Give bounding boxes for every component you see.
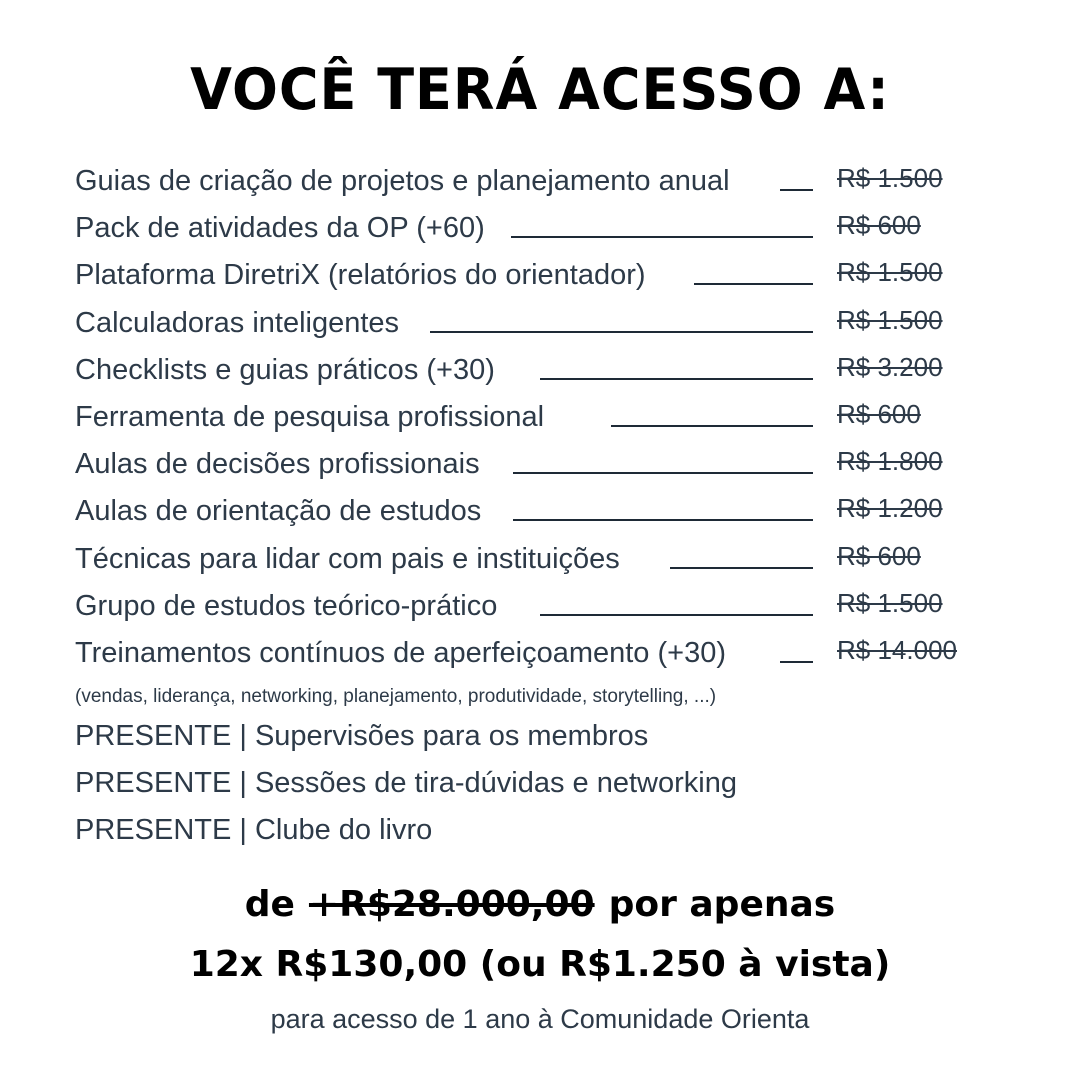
item-price: R$ 1.500 <box>837 257 943 288</box>
leader-line <box>430 331 813 333</box>
leader-line <box>513 472 813 474</box>
leader-line <box>511 236 813 238</box>
item-label: Técnicas para lidar com pais e instituições <box>75 542 620 575</box>
bonus-item: PRESENTE | Clube do livro <box>75 814 433 846</box>
leader-line <box>540 614 813 616</box>
leader-line <box>694 283 813 285</box>
training-note: (vendas, liderança, networking, planejamento, produtividade, storytelling, ...) <box>75 686 717 707</box>
old-price: +R$28.000,00 <box>308 884 595 925</box>
offer-suffix: por apenas <box>608 884 836 925</box>
list-item <box>75 635 1035 682</box>
item-price: R$ 600 <box>837 540 921 571</box>
item-price: R$ 1.500 <box>837 163 943 193</box>
item-price: R$ 600 <box>837 210 921 241</box>
list-item <box>75 446 1035 493</box>
bonus-item: PRESENTE | Sessões de tira-dúvidas e networking <box>75 767 737 799</box>
item-label: Checklists e guias práticos (+30) <box>75 353 495 386</box>
leader-line <box>540 378 813 380</box>
list-item <box>75 257 1035 304</box>
list-item <box>75 493 1035 540</box>
offer-line <box>0 884 1080 925</box>
leader-line <box>513 519 813 521</box>
item-label: Calculadoras inteligentes <box>75 306 400 339</box>
item-label: Pack de atividades da OP (+60) <box>75 212 485 245</box>
list-item <box>75 352 1035 399</box>
item-label: Ferramenta de pesquisa profissional <box>75 400 545 433</box>
access-note: para acesso de 1 ano à Comunidade Orienta <box>270 1004 810 1034</box>
item-label: Aulas de decisões profissionais <box>75 448 480 481</box>
leader-line <box>611 425 813 427</box>
item-price: R$ 1.200 <box>837 493 943 524</box>
leader-line <box>780 661 813 663</box>
item-label: Guias de criação de projetos e planejamento anual <box>75 165 730 197</box>
list-item <box>75 541 1035 588</box>
item-label: Treinamentos contínuos de aperfeiçoamento (+30) <box>75 636 726 669</box>
item-price: R$ 1.500 <box>837 587 943 618</box>
item-label: Grupo de estudos teórico-prático <box>75 589 498 622</box>
list-item <box>75 210 1035 257</box>
item-price: R$ 3.200 <box>837 351 943 382</box>
bonus-item: PRESENTE | Supervisões para os membros <box>75 720 649 752</box>
item-label: Plataforma DiretriX (relatórios do orientador) <box>75 259 646 292</box>
item-price: R$ 14.000 <box>837 634 957 665</box>
list-item <box>75 588 1035 635</box>
leader-line <box>670 567 813 569</box>
item-price: R$ 1.500 <box>837 304 943 335</box>
leader-line <box>780 189 813 191</box>
offer-prefix: de <box>244 884 295 925</box>
item-label: Aulas de orientação de estudos <box>75 495 482 528</box>
list-item <box>75 399 1035 446</box>
installments-price: 12x R$130,00 (ou R$1.250 à vista) <box>189 944 891 985</box>
item-price: R$ 1.800 <box>837 446 943 477</box>
page-title: VOCÊ TERÁ ACESSO A: <box>190 56 890 123</box>
benefits-list <box>75 163 1035 682</box>
list-item <box>75 305 1035 352</box>
item-price: R$ 600 <box>837 398 921 429</box>
list-item <box>75 163 1035 210</box>
